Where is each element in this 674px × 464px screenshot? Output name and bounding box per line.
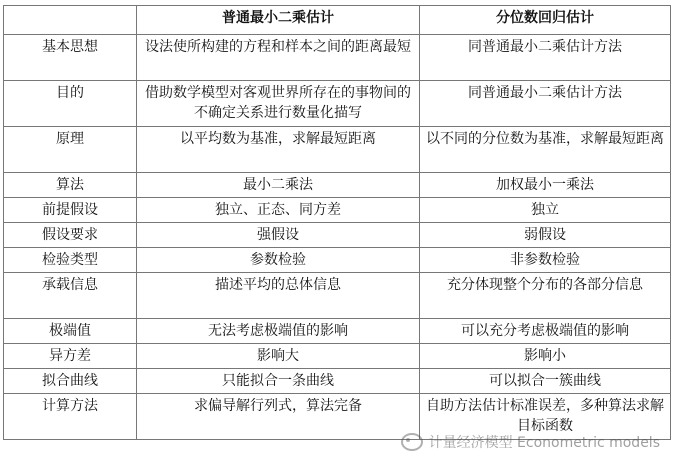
qr-cell: 同普通最小二乘估计方法 [420, 81, 671, 127]
table-row [4, 273, 671, 319]
table-row [4, 223, 671, 248]
comparison-table [3, 5, 671, 440]
qr-cell: 弱假设 [420, 223, 671, 248]
qr-cell: 可以拟合一簇曲线 [420, 369, 671, 394]
row-label: 前提假设 [4, 198, 137, 223]
row-label: 检验类型 [4, 248, 137, 273]
ols-cell: 影响大 [137, 344, 420, 369]
qr-cell: 充分体现整个分布的各部分信息 [420, 273, 671, 319]
table-row [4, 127, 671, 173]
ols-cell: 求偏导解行列式，算法完备 [137, 394, 420, 440]
row-label: 目的 [4, 81, 137, 127]
ols-cell: 最小二乘法 [137, 173, 420, 198]
ols-cell: 设法使所构建的方程和样本之间的距离最短 [137, 35, 420, 81]
table-row [4, 173, 671, 198]
ols-cell: 借助数学模型对客观世界所存在的事物间的不确定关系进行数量化描写 [137, 81, 420, 127]
header-empty [4, 6, 137, 35]
qr-cell: 自助方法估计标准误差，多种算法求解目标函数 [420, 394, 671, 440]
header-quantile: 分位数回归估计 [420, 6, 671, 35]
qr-cell: 非参数检验 [420, 248, 671, 273]
qr-cell: 同普通最小二乘估计方法 [420, 35, 671, 81]
qr-cell: 独立 [420, 198, 671, 223]
ols-cell: 只能拟合一条曲线 [137, 369, 420, 394]
row-label: 极端值 [4, 319, 137, 344]
qr-cell: 影响小 [420, 344, 671, 369]
row-label: 拟合曲线 [4, 369, 137, 394]
ols-cell: 无法考虑极端值的影响 [137, 319, 420, 344]
ols-cell: 以平均数为基准，求解最短距离 [137, 127, 420, 173]
row-label: 算法 [4, 173, 137, 198]
row-label: 计算方法 [4, 394, 137, 440]
row-label: 假设要求 [4, 223, 137, 248]
row-label: 基本思想 [4, 35, 137, 81]
table-row [4, 35, 671, 81]
table-row [4, 248, 671, 273]
ols-cell: 强假设 [137, 223, 420, 248]
table-row [4, 369, 671, 394]
ols-cell: 独立、正态、同方差 [137, 198, 420, 223]
table-row [4, 319, 671, 344]
ols-cell: 描述平均的总体信息 [137, 273, 420, 319]
header-row [4, 6, 671, 35]
row-label: 异方差 [4, 344, 137, 369]
header-ols: 普通最小二乘估计 [137, 6, 420, 35]
qr-cell: 可以充分考虑极端值的影响 [420, 319, 671, 344]
watermark [401, 432, 660, 452]
table-row [4, 198, 671, 223]
table-row [4, 344, 671, 369]
qr-cell: 加权最小一乘法 [420, 173, 671, 198]
row-label: 原理 [4, 127, 137, 173]
row-label: 承载信息 [4, 273, 137, 319]
ols-cell: 参数检验 [137, 248, 420, 273]
watermark-text: 计量经济模型 Econometric models [428, 435, 660, 451]
qr-cell: 以不同的分位数为基准，求解最短距离 [420, 127, 671, 173]
table-row [4, 81, 671, 127]
wechat-icon [401, 433, 423, 451]
